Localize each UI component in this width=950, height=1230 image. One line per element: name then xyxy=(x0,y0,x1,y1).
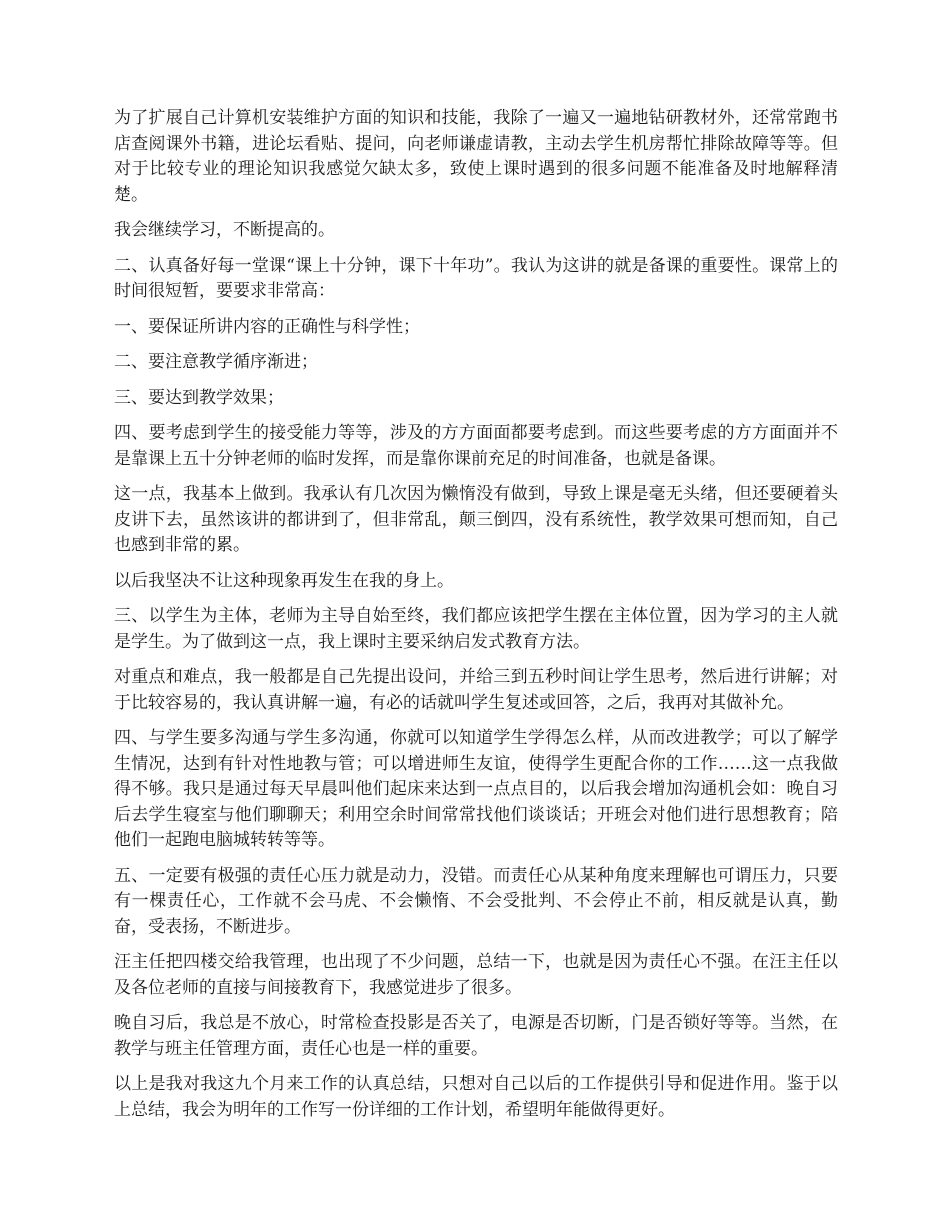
paragraph: 四、与学生要多沟通与学生多沟通，你就可以知道学生学得怎么样，从而改进教学；可以了解学生情况，达到有针对性地教与管；可以增进师生友谊，使得学生更配合你的工作……这一点我做得不够。我只是通过每天早晨叫他们起床来达到一点点目的，以后我会增加沟通机会如：晚自习后去学生寝室与他们聊聊天；利用空余时间常常找他们谈谈话；开班会对他们进行思想教育；陪他们一起跑电脑城转转等等。 xyxy=(114,728,838,850)
paragraph: 以上是我对我这九个月来工作的认真总结，只想对自己以后的工作提供引导和促进作用。鉴于以上总结，我会为明年的工作写一份详细的工作计划，希望明年能做得更好。 xyxy=(114,1074,838,1120)
paragraph: 我会继续学习，不断提高的。 xyxy=(114,220,335,240)
paragraph: 五、一定要有极强的责任心压力就是动力，没错。而责任心从某种角度来理解也可谓压力，只要有一棵责任心，工作就不会马虎、不会懒惰、不会受批判、不会停止不前，相反就是认真，勤奋，受表扬，不断进步。 xyxy=(114,865,838,937)
paragraph: 为了扩展自己计算机安装维护方面的知识和技能，我除了一遍又一遍地钻研教材外，还常常跑书店查阅课外书籍，进论坛看贴、提问，向老师谦虚请教，主动去学生机房帮忙排除故障等等。但对于比较专业的理论知识我感觉欠缺太多，致使上课时遇到的很多问题不能准备及时地解释清楚。 xyxy=(114,108,838,205)
paragraph: 这一点，我基本上做到。我承认有几次因为懒惰没有做到，导致上课是毫无头绪，但还要硬着头皮讲下去，虽然该讲的都讲到了，但非常乱，颠三倒四，没有系统性，教学效果可想而知，自己也感到非常的累。 xyxy=(114,484,838,555)
paragraph: 四、要考虑到学生的接受能力等等，涉及的方方面面都要考虑到。而这些要考虑的方方面面并不是靠课上五十分钟老师的临时发挥，而是靠你课前充足的时间准备，也就是备课。 xyxy=(114,423,838,469)
paragraph: 二、要注意教学循序渐进； xyxy=(114,352,318,372)
paragraph: 汪主任把四楼交给我管理，也出现了不少问题，总结一下，也就是因为责任心不强。在汪主任以及各位老师的直接与间接教育下，我感觉进步了很多。 xyxy=(114,952,838,998)
paragraph: 三、要达到教学效果； xyxy=(114,387,284,408)
paragraph: 对重点和难点，我一般都是自己先提出设问，并给三到五秒时间让学生思考，然后进行讲解；对于比较容易的，我认真讲解一遍，有必的话就叫学生复述或回答，之后，我再对其做补允。 xyxy=(114,667,838,713)
document-body xyxy=(114,106,838,1133)
paragraph: 以后我坚决不让这种现象再发生在我的身上。 xyxy=(114,570,454,591)
paragraph: 二、认真备好每一堂课“课上十分钟，课下十年功”。我认为这讲的就是备课的重要性。课常上的时间很短暂，要要求非常高： xyxy=(114,255,838,301)
paragraph: 一、要保证所讲内容的正确性与科学性； xyxy=(114,316,420,337)
paragraph: 晚自习后，我总是不放心，时常检查投影是否关了，电源是否切断，门是否锁好等等。当然，在教学与班主任管理方面，责任心也是一样的重要。 xyxy=(114,1013,838,1059)
paragraph: 三、以学生为主体，老师为主导自始至终，我们都应该把学生摆在主体位置，因为学习的主人就是学生。为了做到这一点，我上课时主要采纳启发式教育方法。 xyxy=(114,606,838,652)
